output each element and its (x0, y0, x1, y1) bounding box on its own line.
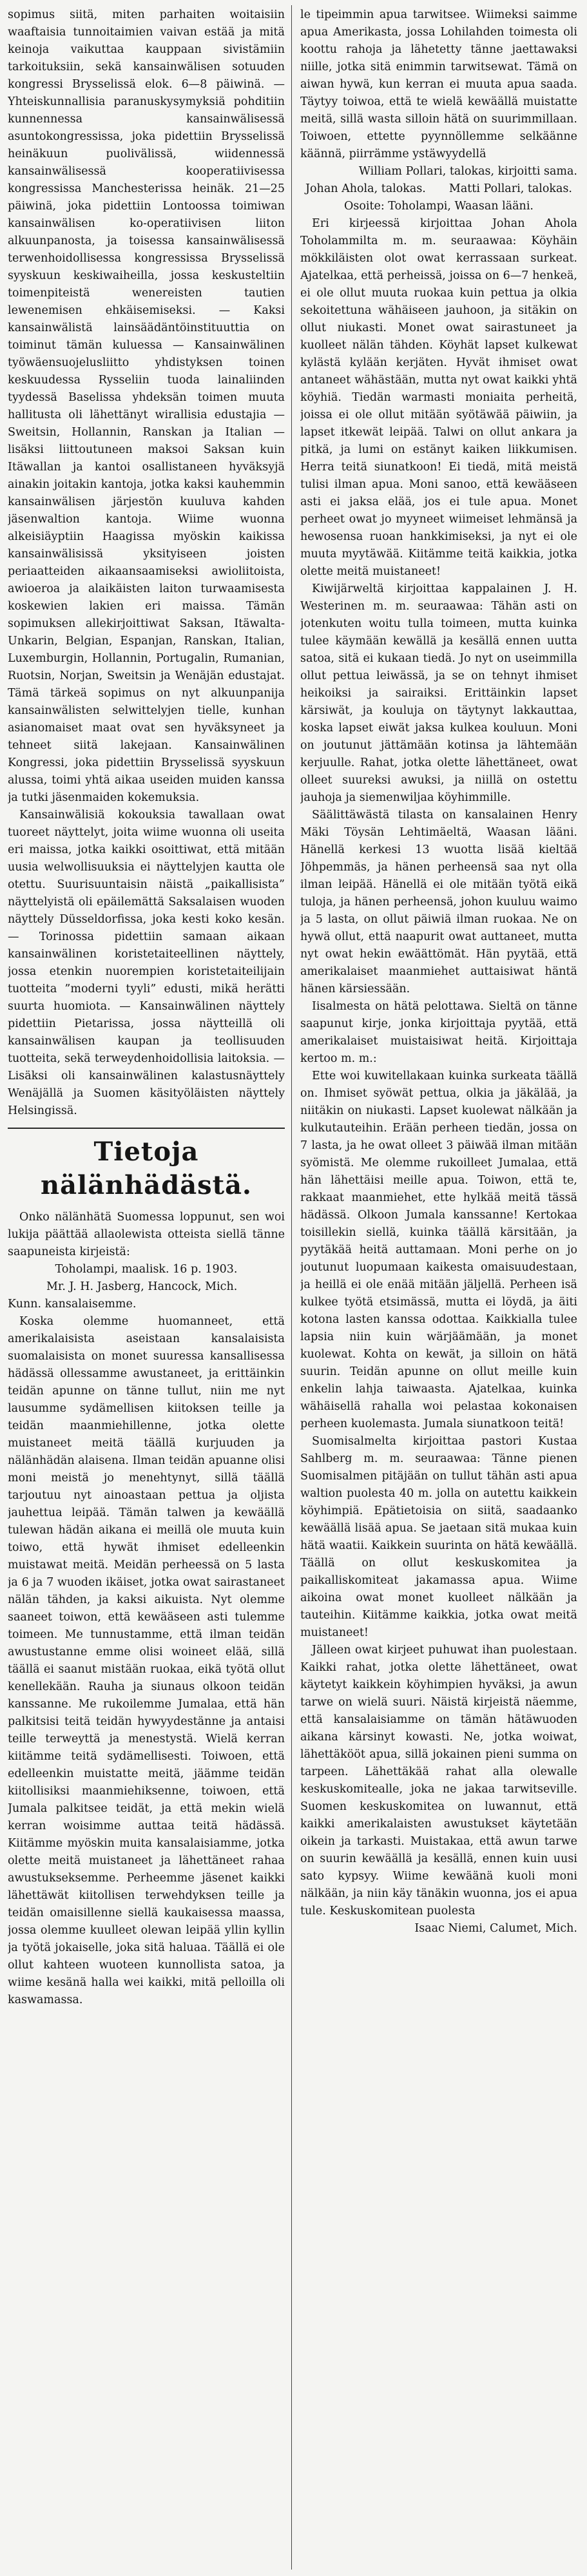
suomisalmi-letter: Suomisalmelta kirjoittaa pastori Kustaa Sahlberg m. m. seuraawaa: Tänne pienen Suomisalmen pitäjään on tullut tähän asti apua waltion puolesta 40 m. jolla on autettu kaikkein köyhimpiä. Epätietoisia on siitä, saadaanko kewäällä lisää apua. Se jaetaan sitä mukaa kuin hätä waatii. Kaikkein suurinta on hätä kewäällä. Täällä on ollut keskuskomitea ja paikalliskomiteat jakamassa apua. Wiime aikoina owat monet kuolleet nälkään ja tauteihin. Kiitämme kaikkia, jotka owat meitä muistaneet! (300, 1435, 577, 1639)
signature-matti-pollari: Matti Pollari, talokas. (448, 182, 572, 195)
left-column (8, 6, 285, 2568)
letter-addressee: Mr. J. H. Jasberg, Hancock, Mich. (46, 1280, 238, 1293)
letter-address: Osoite: Toholampi, Waasan lääni. (344, 200, 534, 213)
article-continuation: sopimus siitä, miten parhaiten woitaisiin waaftaisia tunnoitaimien vaivan estää ja mitä keinoja vaikuttaa kauppaan sivistämiin tarkoituksiin, sekä kansainwälisen sotuuden kongressi Brysselissä elok. 6—8 päiwinä. — Yhteiskunnallisia paranuskysymyksiä pohditiin kunnennessa kansainwälisessä asuntokongressissa, joka pidettiin Brysselissä heinäkuun puolivälissä, wiidennessä kansainwälisessä kooperatiivisessa kongressissa Manchesterissa heinäk. 21—25 päiwinä, joka pidettiin Lontoossa toimiwan kansainwälisen ko-operatiivisen liiton alkuunpanosta, ja toisessa kansainwälisessä terwenhoidollisessa kongressissa Brysselissä syyskuun keskiwaiheilla, jossa keskusteltiin toimenpiteistä wenereisten tautien lewenemisen ehkäisemiseksi. — Kaksi kansainwälistä lainsäädäntöinstituuttia on toiminut tämän kuluessa — Kansainwälinen työwäensuojelusliitto yhdistyksen toinen keskuudessa Rysseliin tuoda lainaliinden tyydessä Baselissa yhdeksän toimen muuta hallitusta oli lähettänyt wirallisia edustajia — Sweitsin, Hollannin, Ranskan ja Italian — lisäksi liittoutuneen maksoi Saksan kuin Itäwallan ja kantoi osallistaneen hyväksyjä ainakin joitakin kantoja, jotka kaksi kauhemmin kansainwälisen järjestön kuuluva kahden jäsenwaltion kantoja. Wiime wuonna alkeisiäyptiin Haagissa myöskin kaikissa kansainwälisissä yksityiseen joisten periaatteiden aikaansaamiseksi awioliitoista, awioeroa ja alaikäisten laiton turwaamisesta koskewien lakien eri maissa. Tämän sopimuksen allekirjoittiwat Saksan, Itäwalta-Unkarin, Belgian, Espanjan, Ranskan, Italian, Luxemburgin, Hollannin, Portugalin, Rumanian, Ruotsin, Norjan, Sweitsin ja Wenäjän edustajat. Tämä tärkeä sopimus on nyt alkuunpanija kansainwälisten selwittelyjen tielle, kunhan asianomaiset maat ovat sen hyväksyneet ja tehneet siitä lakejaan. Kansainwälinen Kongressi, joka pidettiin Brysselissä syyskuun alussa, toimi yhtä aikaa useiden muiden kanssa ja tutki jäsenmaiden kokemuksia. (8, 8, 285, 804)
signature-william-pollari: William Pollari, talokas, kirjoitti sama. (358, 165, 577, 178)
section-divider (8, 1128, 285, 1129)
right-column (300, 6, 577, 2568)
toysa-report: Säälittäwästä tilasta on kansalainen Henry Mäki Töysän Lehtimäeltä, Waasan lääni. Hänellä kerkesi 13 wuotta lisää kieltää Jöhpemmäs, ja hänen perheensä saa nyt olla ilman leipää. Hänellä ei ole mitään työtä eikä tuloja, ja hänen perheensä, johon kuuluu waimo ja 5 lasta, on ollut päiwiä ilman ruokaa. Ne on hywä ollut, että naapurit owat auttaneet, mutta nyt owat hekin ewäättömät. Hän pyytää, että amerikalaiset maanmiehet auttaisiwat häntä hänen kärsiessään. (300, 809, 577, 995)
section-title: Tietoja nälänhädästä. (41, 1137, 252, 1200)
iisalmi-report: Iisalmesta on hätä pelottawa. Sieltä on tänne saapunut kirje, jonka kirjoittaja pyytää, että amerikalaiset muistaisiwat heitä. Kirjoittaja kertoo m. m.: (300, 1000, 577, 1065)
famine-intro: Onko nälänhätä Suomessa loppunut, sen woi lukija päättää allaolewista otteista siellä tänne saapuneista kirjeistä: (8, 1211, 285, 1258)
exhibitions-paragraph: Kansainwälisiä kokouksia tawallaan owat tuoreet näyttelyt, joita wiime wuonna oli useita eri maissa, jotka kaikki osoittiwat, että mitään uusia welwollisuuksia ei näyttelyjen kautta ole otettu. Suurisuuntaisin näistä „paikallisista” näyttelyistä oli epäilemättä Saksalaisen wuoden näyttely Düsseldorfissa, joka kesti koko kesän. — Torinossa pidettiin samaan aikaan kansainwälinen koristetaiteellinen näyttely, jossa etenkin nuorempien koristetaiteilijain tuotteita ”moderni tyyli” edusti, mikä herätti suurta huomiota. — Kansainwälinen näyttely pidettiin Pietarissa, jossa näytteillä oli kansainwälisen kaupan ja teollisuuden tuotteita, sekä terweydenhoidollisia laitoksia. — Lisäksi oli kansainwälinen kalastusnäyttely Wenäjällä ja Suomen käsityöläisten näyttely Helsingissä. (8, 809, 285, 1117)
signature-isaac-niemi: Isaac Niemi, Calumet, Mich. (414, 1922, 577, 1935)
letter-body-continuation: le tipeimmin apua tarwitsee. Wiimeksi saimme apua Amerikasta, jossa Lohilahden toimesta oli koottu rahoja ja lähetetty tänne jaettawaksi niille, jotka sitä enimmin tarwitsewat. Tämä on aiwan hywä, kun kerran ei muuta apua saada. Täytyy toiwoa, että te wielä kewäällä muistatte meitä, sillä wasta silloin hätä on suurimmillaan. Toiwoen, ettette pyynnöllemme selkäänne käännä, piirrämme ystäwyydellä (300, 8, 577, 160)
signature-pair (300, 180, 577, 198)
column-divider (291, 5, 292, 2570)
kiwijarwi-letter: Kiwijärweltä kirjoittaa kappalainen J. H. Westerinen m. m. seuraawaa: Tähän asti on jotenkuten woitu tulla toimeen, mutta kuinka tulee käymään kewällä ja kesällä ennen uutta satoa, sitä ei kukaan tiedä. Jo nyt on useimmilla ollut pettua leiwässä, ja se on tehnyt ihmiset heikoiksi ja sairaiksi. Erittäinkin lapset kärsiwät, ja kouluja on täytynyt lakkauttaa, koska lapset eiwät jaksa kulkea kouluun. Moni on joutunut jättämään kotinsa ja lähtemään kerjuulle. Rahat, jotka olette lähettäneet, owat olleet suureksi awuksi, ja niillä on ostettu jauhoja ja siemenwiljaa köyhimmille. (300, 582, 577, 804)
closing-paragraph: Jälleen owat kirjeet puhuwat ihan puolestaan. Kaikki rahat, jotka olette lähettäneet, owat käytetyt kaikkein köyhimpien hyväksi, ja awun tarwe on wielä suuri. Näistä kirjeistä näemme, että kansalaisiamme on tämän hätäwuoden aikana kärsinyt kowasti. Ne, jotka woiwat, lähettäkööt apua, sillä jokainen pieni summa on tarpeen. Lähettäkää rahat alla olewalle keskuskomitealle, joka ne jakaa tarwitseville. Suomen keskuskomitea on luwannut, että kaikki amerikalaisten awustukset käytetään oikein ja tarkasti. Muistakaa, että awun tarwe on suurin kewäällä ja kesällä, ennen kuin uusi sato kypsyy. Wiime kewäänä kuoli moni nälkään, ja niin käy tänäkin wuonna, jos ei apua tule. Keskuskomitean puolesta (300, 1644, 577, 1918)
signature-johan-ahola: Johan Ahola, talokas. (305, 182, 426, 195)
ahola-letter: Eri kirjeessä kirjoittaa Johan Ahola Toholammilta m. m. seuraawaa: Köyhäin mökkiläisten olot owat kerrassaan surkeat. Ajatelkaa, että perheissä, joissa on 6—7 henkeä, ei ole ollut muuta ruokaa kuin pettua ja olkia sekoitettuna wähäiseen jauhoon, ja sitäkin on ollut niukasti. Monet owat sairastuneet ja kuolleet nälän tähden. Köyhät lapset kulkewat kylästä kylään kerjäten. Hyvät ihmiset owat antaneet wähästään, mutta nyt owat kaikki yhtä köyhiä. Tiedän warmasti moniaita perheitä, joissa ei ole ollut mitään syötäwää päiwiin, ja lapset itkewät leipää. Talwi on ollut ankara ja pitkä, ja lumi on estänyt kaiken liikkumisen. Herra teitä siunatkoon! Ei tiedä, mitä meistä tulisi ilman apua. Moni sanoo, että kewääseen asti ei jaksa elää, jos ei tule apua. Monet perheet owat jo myyneet wiimeiset lehmänsä ja hewosensa ruoan hankkimiseksi, ja nyt ei ole muuta myytäwää. Kiitämme teitä kaikkia, jotka olette meitä muistaneet! (300, 217, 577, 578)
letter-body: Koska olemme huomanneet, että amerikalaisista aseistaan kansalaisista suomalaisista on monet suuressa kansallisessa hädässä ollessamme awustaneet, ja erittäinkin teidän apunne on tänne tullut, niin me nyt lausumme sydämellisen kiitoksen teille ja teidän maanmiehillenne, jotka olette muistaneet meitä täällä kurjuuden ja nälänhädän alaisena. Ilman teidän apuanne olisi moni meistä jo menehtynyt, sillä täällä tarjoutuu nyt ainoastaan pettua ja oljista jauhettua leipää. Tämän talwen ja kewäällä tulewan hädän aikana ei meillä ole muuta kuin toiwo, että hywät ihmiset edelleenkin muistawat meitä. Meidän perheessä on 5 lasta ja 6 ja 7 wuoden ikäiset, jotka owat sairastaneet nälän tähden, ja kaksi aikuista. Nyt olemme saaneet toiwon, että kewääseen asti tulemme toimeen. Me tunnustamme, että ilman teidän awustustanne emme olisi woineet elää, sillä täällä ei saanut mistään ruokaa, eikä työtä ollut kenellekään. Rauha ja siunaus olkoon teidän kanssanne. Me rukoilemme Jumalaa, että hän palkitsisi teitä teidän hywyydestänne ja antaisi teille terweyttä ja menestystä. Wielä kerran kiitämme teitä sydämellisesti. Toiwoen, että edelleenkin muistatte meitä, jäämme teidän kiitollisiksi maanmiehiksenne, toiwoen, että Jumala palkitsee teidät, ja että mekin wielä kerran woisimme auttaa teitä hädässä. Kiitämme myöskin muita kansalaisiamme, jotka olette meitä muistaneet ja lähettäneet rahaa awustukseksemme. Perheemme jäsenet kaikki lähettäwät kiitollisen terwehdyksen teille ja teidän omaisillenne siellä kaukaisessa maassa, jossa olemme kuulleet olewan leipää yllin kyllin ja työtä jokaiselle, joka sitä haluaa. Täällä ei ole ollut kahteen wuoteen kunnollista satoa, ja wiime kesänä halla wei kaikki, mitä pelloilla oli kaswamassa. (8, 1315, 285, 2006)
iisalmi-letter: Ette woi kuwitellakaan kuinka surkeata täällä on. Ihmiset syöwät pettua, olkia ja jäkälää, ja niitäkin on niukasti. Lapset kuolewat nälkään ja kulkutauteihin. Erään perheen tiedän, jossa on 7 lasta, ja he owat olleet 3 päiwää ilman mitään syömistä. Me olemme rukoilleet Jumalaa, että hän lähettäisi meille apua. Toiwon, että te, rakkaat maanmiehet, ette hylkää meitä tässä hädässä. Olkoon Jumala kanssanne! Kertokaa toisillekin siellä, kuinka täällä kärsitään, ja pyytäkää heitä auttamaan. Moni perhe on jo joutunut luopumaan kaikesta omaisuudestaan, ja heillä ei ole enää mitään jäljellä. Perheen isä kulkee työtä etsimässä, mutta ei löydä, ja äiti kotona lasten kanssa odottaa. Kaikkialla tulee lapsia niin kuin wärjäämään, ja monet kuolewat. Kohta on kewät, ja silloin on hätä suurin. Teidän apunne on ollut meille kuin enkelin lahja taiwaasta. Ajatelkaa, kuinka wähäisellä rahalla woi pelastaa kokonaisen perheen kuolemasta. Jumala siunatkoon teitä! (300, 1070, 577, 1430)
letter-dateline: Toholampi, maalisk. 16 p. 1903. (55, 1263, 238, 1276)
letter-salutation: Kunn. kansalaisemme. (8, 1298, 137, 1311)
